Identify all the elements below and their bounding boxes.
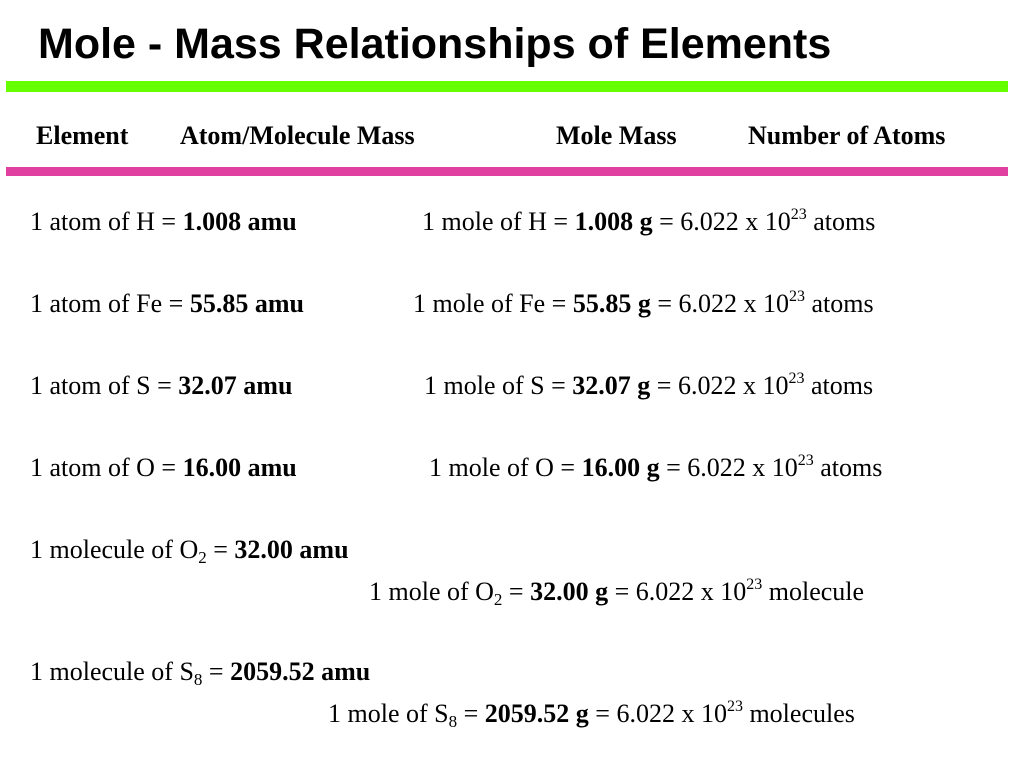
mole-mass-s8: 1 mole of $S_8 = 2059.52$ g = 6.022 x $10^{23}$ molecules [328, 698, 855, 731]
mole-mass-h: 1 mole of H = 1.008 g = 6.022 x $10^{23}$ atoms [422, 206, 876, 236]
mole-mass-s: 1 mole of S = 32.07 g = 6.022 x $10^{23}$ atoms [424, 370, 874, 400]
header-element: Element [36, 121, 129, 150]
mole-mass-o2: 1 mole of $O_2 = 32.00$ g = 6.022 x $10^{23}$ molecule [369, 576, 865, 609]
header-atom-mass: Atom/Molecule Mass [180, 121, 415, 150]
header-mole-mass: Mole Mass [556, 121, 677, 150]
molecule-mass-o2: 1 molecule of $O_2 = 32.00$ amu [30, 535, 349, 567]
header-number-of-atoms: Number of Atoms [748, 121, 946, 150]
header-underline [6, 167, 1008, 176]
atom-mass-s: 1 atom of S = 32.07 amu [30, 371, 293, 400]
mole-mass-fe: 1 mole of Fe = 55.85 g = 6.022 x $10^{23}$ atoms [413, 288, 874, 318]
page-title: Mole - Mass Relationships of Elements [38, 20, 832, 68]
mole-mass-o: 1 mole of O = 16.00 g = 6.022 x $10^{23}$ atoms [429, 452, 883, 482]
atom-mass-fe: 1 atom of Fe = 55.85 amu [30, 289, 304, 318]
atom-mass-h: 1 atom of H = 1.008 amu [30, 207, 297, 236]
molecule-mass-s8: 1 molecule of $S_8 = 2059.52$ amu [30, 657, 371, 689]
title-underline [6, 81, 1008, 92]
atom-mass-o: 1 atom of O = 16.00 amu [30, 453, 297, 482]
